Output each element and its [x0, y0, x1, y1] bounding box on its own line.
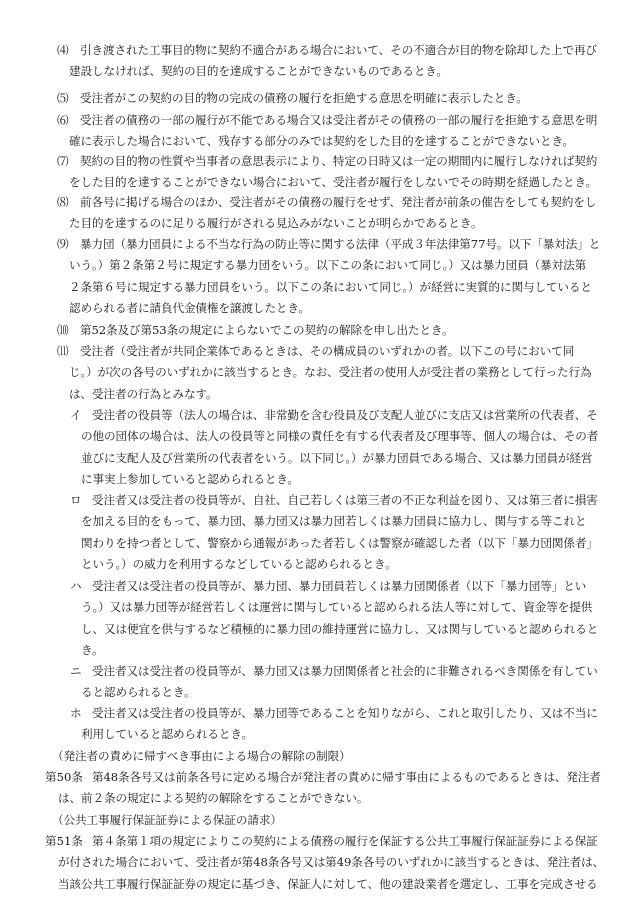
list-item: 第52条及び第53条の規定によらないでこの契約の解除を申し出たとき。 [80, 323, 454, 337]
list-item: 受注者又は受注者の役員等が、暴力団又は暴力団関係者と社会的に非難されるべき関係を有してい ると認められるとき。 [81, 664, 598, 700]
subitem-marker: ニ [70, 664, 82, 678]
subitem-marker: ロ [70, 493, 82, 507]
item-number: ⑽ [57, 323, 69, 337]
subitem-marker: イ [70, 408, 82, 422]
item-number: ⑼ [57, 237, 69, 251]
list-item: 受注者又は受注者の役員等が、暴力団等であることを知りながら、これと取引したり、又は不当に 利用していると認められるとき。 [81, 706, 598, 742]
article-number: 第51条 [45, 834, 83, 848]
article-heading: （公共工事履行保証証券による保証の請求） [52, 813, 282, 827]
list-item: 受注者（受注者が共同企業体であるときは、その構成員のいずれかの者。以下この号において同 じ。）が次の各号のいずれかに該当するとき。なお、受注者の使用人が受注者の業務として行った行為 は、受注者の行為とみなす。 [69, 344, 592, 401]
subitem-marker: ホ [70, 706, 82, 720]
item-number: ⑹ [57, 113, 69, 127]
article-body: 第48条各号又は前条各号に定める場合が発注者の責めに帰す事由によるものであるときは、発注者 は、前２条の規定による契約の解除をすることができない。 [58, 770, 601, 806]
list-item: 契約の目的物の性質や当事者の意思表示により、特定の日時又は一定の期間内に履行しなければ契約 をした目的を達することができない場合において、受注者が履行をしないでその時期を経過したとき。 [69, 154, 598, 190]
list-item: 受注者の債務の一部の履行が不能である場合又は受注者がその債務の一部の履行を拒絶する意思を明 確に表示した場合において、残存する部分のみでは契約をした目的を達することができないとき。 [69, 113, 598, 149]
item-number: ⑸ [57, 91, 69, 105]
list-item: 前各号に掲げる場合のほか、受注者がその債務の履行をせず、発注者が前条の催告をしても契約をし た目的を達するのに足りる履行がされる見込みがないことが明らかであるとき。 [69, 195, 597, 231]
item-number: ⑷ [57, 43, 69, 57]
list-item: 受注者の役員等（法人の場合は、非常勤を含む役員及び支配人並びに支店又は営業所の代表者、そ の他の団体の場合は、法人の役員等と同様の責任を有する代表者及び理事等、個人の場合は、その者 並びに支配人及び営業所の代表者をいう。以下同じ。）が暴力団員である場合、又は暴力団員が経営 に事実上参加していると認められるとき。 [81, 408, 599, 486]
item-number: ⑾ [57, 344, 69, 358]
list-item: 受注者又は受注者の役員等が、暴力団、暴力団員若しくは暴力団関係者（以下「暴力団等」とい う。）又は暴力団等が経営若しくは運営に関与していると認められる法人等に対して、資金等を提供 し、又は便宜を供与するなど積極的に暴力団の維持運営に協力し、又は関与していると認められると き。 [81, 579, 599, 657]
item-number: ⑻ [57, 195, 69, 209]
list-item: 暴力団（暴力団員による不当な行為の防止等に関する法律（平成３年法律第77号。以下「暴対法」と いう。）第２条第２号に規定する暴力団をいう。以下この条において同じ。）又は暴力団員（暴対法第 ２条第６号に規定する暴力団員をいう。以下この条において同じ。）が経営に実質的に関与していると 認められる者に請負代金債権を譲渡したとき。 [69, 237, 601, 315]
list-item: 受注者がこの契約の目的物の完成の債務の履行を拒絶する意思を明確に表示したとき。 [80, 91, 528, 105]
article-heading: （発注者の責めに帰すべき事由による場合の解除の制限） [52, 749, 351, 763]
list-item: 受注者又は受注者の役員等が、自社、自己若しくは第三者の不正な利益を図り、又は第三者に損害 を加える目的をもって、暴力団、暴力団又は暴力団若しくは暴力団員に協力し、関与する等これと 関わりを持つ者として、警察から通報があった者若しくは警察が確認した者（以下「暴力団関係者」 という。）の威力を利用するなどしていると認められるとき。 [81, 493, 598, 571]
article-body: 第４条第１項の規定によりこの契約による債務の履行を保証する公共工事履行保証証券による保証 が付された場合において、受注者が第48条各号又は第49条各号のいずれかに該当するときは、発注者は、 当該公共工事履行保証証券の規定に基づき、保証人に対して、他の建設業者を選定し、工事を完成させる [58, 834, 605, 891]
item-number: ⑺ [57, 154, 69, 168]
article-number: 第50条 [45, 770, 83, 784]
subitem-marker: ハ [70, 579, 82, 593]
list-item: 引き渡された工事目的物に契約不適合がある場合において、その不適合が目的物を除却した上で再び 建設しなければ、契約の目的を達成することができないものであるとき。 [69, 43, 597, 79]
